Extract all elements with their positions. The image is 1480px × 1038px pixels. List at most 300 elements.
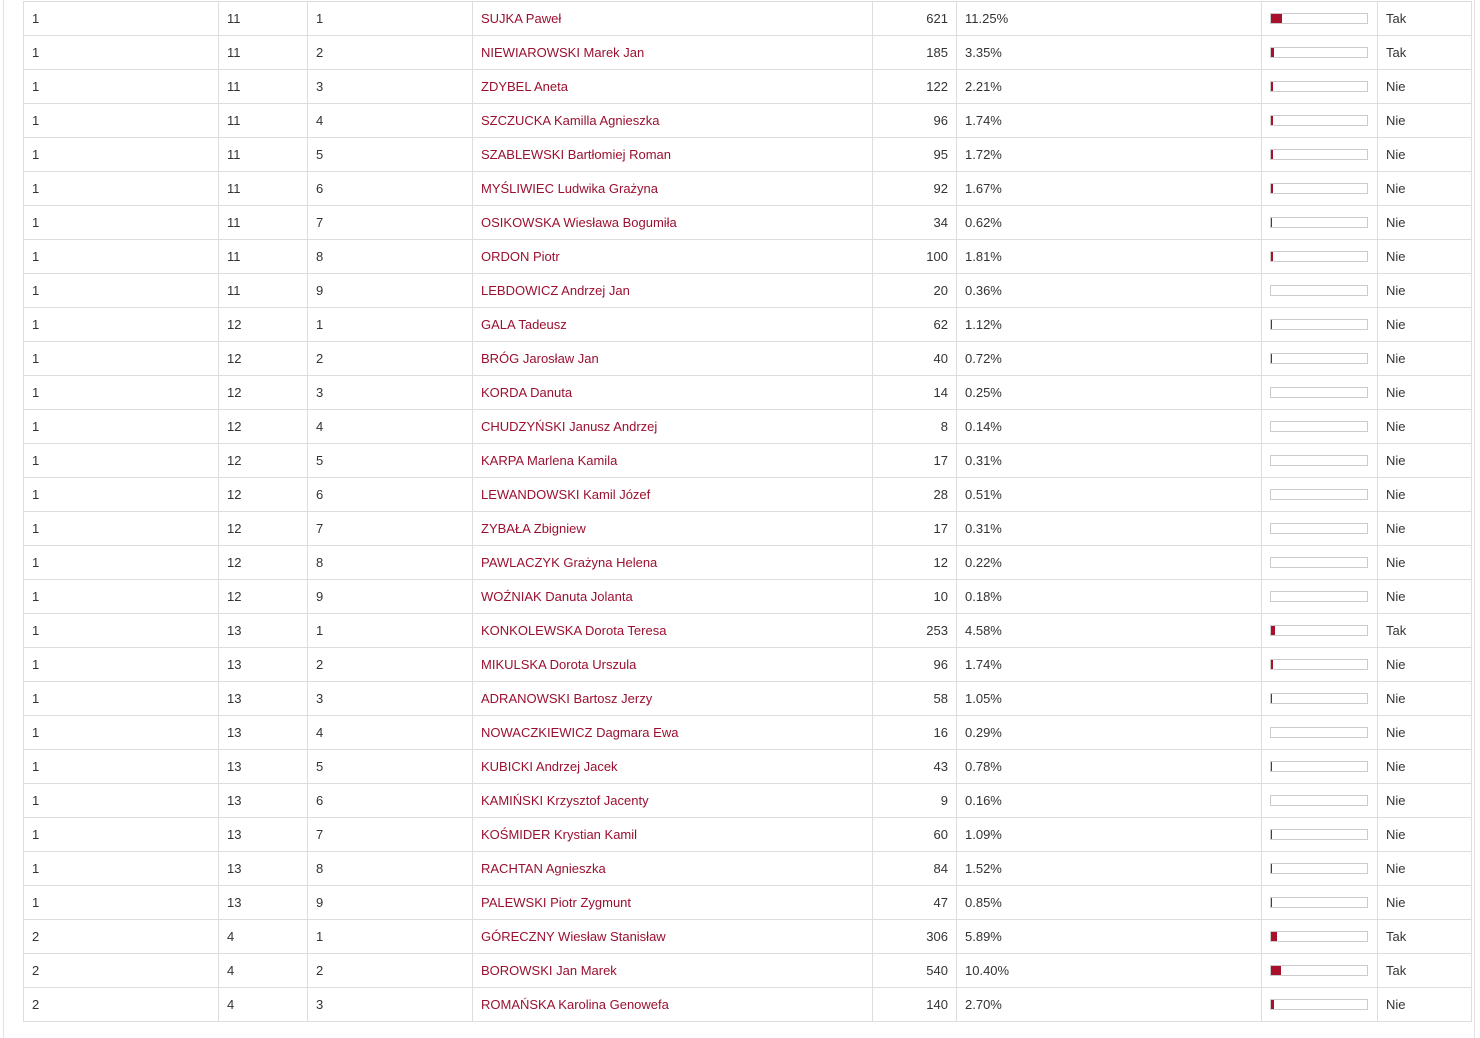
elected-cell: Nie — [1378, 308, 1472, 342]
list-number-cell: 1 — [24, 716, 219, 750]
district-cell: 13 — [219, 648, 308, 682]
candidate-link[interactable]: OSIKOWSKA Wiesława Bogumiła — [481, 215, 677, 230]
table-row — [24, 988, 1472, 1022]
position-cell: 4 — [308, 716, 473, 750]
candidate-name-cell — [473, 36, 873, 70]
list-number-cell: 1 — [24, 444, 219, 478]
share-bar-cell — [1262, 716, 1378, 750]
elected-cell: Nie — [1378, 410, 1472, 444]
candidate-link[interactable]: KARPA Marlena Kamila — [481, 453, 618, 468]
list-number-cell: 1 — [24, 206, 219, 240]
share-bar-cell — [1262, 580, 1378, 614]
share-bar-cell — [1262, 138, 1378, 172]
candidate-link[interactable]: ADRANOWSKI Bartosz Jerzy — [481, 691, 653, 706]
candidate-name-cell — [473, 2, 873, 36]
share-bar-cell — [1262, 852, 1378, 886]
district-cell: 13 — [219, 750, 308, 784]
percent-cell: 0.51% — [957, 478, 1262, 512]
share-bar-cell — [1262, 240, 1378, 274]
position-cell: 5 — [308, 750, 473, 784]
table-row — [24, 580, 1472, 614]
position-cell: 4 — [308, 104, 473, 138]
position-cell: 3 — [308, 376, 473, 410]
share-bar — [1270, 115, 1368, 126]
share-bar — [1270, 217, 1368, 228]
votes-cell: 16 — [873, 716, 957, 750]
percent-cell: 0.25% — [957, 376, 1262, 410]
district-cell: 11 — [219, 274, 308, 308]
list-number-cell: 1 — [24, 546, 219, 580]
share-bar — [1270, 727, 1368, 738]
district-cell: 13 — [219, 716, 308, 750]
votes-cell: 140 — [873, 988, 957, 1022]
share-bar — [1270, 13, 1368, 24]
share-bar-cell — [1262, 410, 1378, 444]
candidate-link[interactable]: SZABLEWSKI Bartłomiej Roman — [481, 147, 672, 162]
share-bar — [1270, 659, 1368, 670]
list-number-cell: 1 — [24, 274, 219, 308]
district-cell: 11 — [219, 36, 308, 70]
position-cell: 6 — [308, 784, 473, 818]
district-cell: 12 — [219, 342, 308, 376]
list-number-cell: 1 — [24, 478, 219, 512]
left-border — [3, 0, 4, 1038]
elected-cell: Nie — [1378, 852, 1472, 886]
candidate-name-cell — [473, 410, 873, 444]
votes-cell: 185 — [873, 36, 957, 70]
percent-cell: 0.14% — [957, 410, 1262, 444]
table-row — [24, 206, 1472, 240]
candidate-link[interactable]: RACHTAN Agnieszka — [481, 861, 606, 876]
votes-cell: 8 — [873, 410, 957, 444]
position-cell: 9 — [308, 580, 473, 614]
candidate-link[interactable]: MYŚLIWIEC Ludwika Grażyna — [481, 181, 659, 196]
share-bar — [1270, 693, 1368, 704]
position-cell: 6 — [308, 478, 473, 512]
elected-cell: Nie — [1378, 70, 1472, 104]
table-row — [24, 784, 1472, 818]
votes-cell: 12 — [873, 546, 957, 580]
votes-cell: 84 — [873, 852, 957, 886]
share-bar-fill — [1271, 932, 1277, 941]
position-cell: 8 — [308, 546, 473, 580]
table-row — [24, 886, 1472, 920]
list-number-cell: 1 — [24, 852, 219, 886]
candidate-link[interactable]: KOŚMIDER Krystian Kamil — [481, 827, 638, 842]
position-cell: 8 — [308, 852, 473, 886]
votes-cell: 28 — [873, 478, 957, 512]
candidate-name-cell — [473, 716, 873, 750]
position-cell: 3 — [308, 70, 473, 104]
table-row — [24, 70, 1472, 104]
elected-cell: Nie — [1378, 546, 1472, 580]
position-cell: 3 — [308, 682, 473, 716]
list-number-cell: 1 — [24, 104, 219, 138]
share-bar — [1270, 591, 1368, 602]
list-number-cell: 1 — [24, 172, 219, 206]
share-bar — [1270, 251, 1368, 262]
votes-cell: 306 — [873, 920, 957, 954]
district-cell: 11 — [219, 206, 308, 240]
list-number-cell: 1 — [24, 648, 219, 682]
table-row — [24, 546, 1472, 580]
share-bar-cell — [1262, 512, 1378, 546]
percent-cell: 10.40% — [957, 954, 1262, 988]
district-cell: 11 — [219, 138, 308, 172]
share-bar-fill — [1271, 116, 1273, 125]
district-cell: 13 — [219, 852, 308, 886]
position-cell: 4 — [308, 410, 473, 444]
votes-cell: 17 — [873, 444, 957, 478]
table-row — [24, 852, 1472, 886]
percent-cell: 0.62% — [957, 206, 1262, 240]
percent-cell: 1.81% — [957, 240, 1262, 274]
elected-cell: Nie — [1378, 682, 1472, 716]
share-bar-cell — [1262, 376, 1378, 410]
position-cell: 9 — [308, 274, 473, 308]
share-bar-cell — [1262, 104, 1378, 138]
candidate-link[interactable]: ORDON Piotr — [481, 249, 560, 264]
table-row — [24, 36, 1472, 70]
candidate-link[interactable]: PAWLACZYK Grażyna Helena — [481, 555, 658, 570]
candidate-link[interactable]: KUBICKI Andrzej Jacek — [481, 759, 618, 774]
district-cell: 11 — [219, 70, 308, 104]
share-bar — [1270, 489, 1368, 500]
district-cell: 13 — [219, 886, 308, 920]
share-bar-cell — [1262, 988, 1378, 1022]
elected-cell: Nie — [1378, 886, 1472, 920]
share-bar-cell — [1262, 920, 1378, 954]
candidate-link[interactable]: ROMAŃSKA Karolina Genowefa — [481, 997, 669, 1012]
share-bar-fill — [1271, 626, 1275, 635]
list-number-cell: 1 — [24, 308, 219, 342]
share-bar-cell — [1262, 954, 1378, 988]
candidate-name-cell — [473, 682, 873, 716]
percent-cell: 1.52% — [957, 852, 1262, 886]
list-number-cell: 1 — [24, 886, 219, 920]
position-cell: 8 — [308, 240, 473, 274]
share-bar — [1270, 999, 1368, 1010]
district-cell: 12 — [219, 546, 308, 580]
votes-cell: 9 — [873, 784, 957, 818]
share-bar-cell — [1262, 614, 1378, 648]
candidate-name-cell — [473, 172, 873, 206]
votes-cell: 62 — [873, 308, 957, 342]
share-bar-cell — [1262, 546, 1378, 580]
share-bar-fill — [1271, 218, 1272, 227]
table-row — [24, 716, 1472, 750]
district-cell: 12 — [219, 580, 308, 614]
list-number-cell: 1 — [24, 70, 219, 104]
votes-cell: 34 — [873, 206, 957, 240]
candidate-link[interactable]: LEWANDOWSKI Kamil Józef — [481, 487, 651, 502]
candidate-name-cell — [473, 512, 873, 546]
candidate-name-cell — [473, 954, 873, 988]
candidate-name-cell — [473, 852, 873, 886]
table-row — [24, 2, 1472, 36]
position-cell: 1 — [308, 308, 473, 342]
table-row — [24, 920, 1472, 954]
share-bar-cell — [1262, 478, 1378, 512]
candidate-link[interactable]: CHUDZYŃSKI Janusz Andrzej — [481, 419, 658, 434]
candidate-name-cell — [473, 104, 873, 138]
candidate-name-cell — [473, 580, 873, 614]
share-bar-cell — [1262, 818, 1378, 852]
candidate-name-cell — [473, 274, 873, 308]
share-bar-fill — [1271, 864, 1272, 873]
elected-cell: Nie — [1378, 376, 1472, 410]
candidate-link[interactable]: ZYBAŁA Zbigniew — [481, 521, 586, 536]
position-cell: 5 — [308, 138, 473, 172]
candidate-name-cell — [473, 138, 873, 172]
candidate-link[interactable]: PALEWSKI Piotr Zygmunt — [481, 895, 632, 910]
percent-cell: 1.74% — [957, 648, 1262, 682]
share-bar-cell — [1262, 682, 1378, 716]
share-bar — [1270, 319, 1368, 330]
candidate-name-cell — [473, 70, 873, 104]
percent-cell: 1.74% — [957, 104, 1262, 138]
share-bar — [1270, 557, 1368, 568]
share-bar — [1270, 761, 1368, 772]
share-bar-fill — [1271, 82, 1273, 91]
elected-cell: Nie — [1378, 478, 1472, 512]
elected-cell: Tak — [1378, 614, 1472, 648]
elected-cell: Nie — [1378, 512, 1472, 546]
candidate-link[interactable]: BOROWSKI Jan Marek — [481, 963, 617, 978]
elected-cell: Nie — [1378, 988, 1472, 1022]
candidate-name-cell — [473, 818, 873, 852]
position-cell: 7 — [308, 512, 473, 546]
list-number-cell: 1 — [24, 36, 219, 70]
share-bar-cell — [1262, 2, 1378, 36]
votes-cell: 47 — [873, 886, 957, 920]
table-row — [24, 750, 1472, 784]
list-number-cell: 1 — [24, 240, 219, 274]
position-cell: 1 — [308, 920, 473, 954]
share-bar — [1270, 387, 1368, 398]
percent-cell: 1.05% — [957, 682, 1262, 716]
elected-cell: Nie — [1378, 648, 1472, 682]
candidate-link[interactable]: KORDA Danuta — [481, 385, 573, 400]
percent-cell: 1.72% — [957, 138, 1262, 172]
elected-cell: Nie — [1378, 104, 1472, 138]
percent-cell: 0.31% — [957, 512, 1262, 546]
share-bar-cell — [1262, 784, 1378, 818]
share-bar-fill — [1271, 660, 1273, 669]
percent-cell: 3.35% — [957, 36, 1262, 70]
share-bar-cell — [1262, 70, 1378, 104]
share-bar — [1270, 455, 1368, 466]
table-row — [24, 444, 1472, 478]
share-bar — [1270, 965, 1368, 976]
percent-cell: 0.36% — [957, 274, 1262, 308]
district-cell: 13 — [219, 784, 308, 818]
percent-cell: 0.29% — [957, 716, 1262, 750]
table-row — [24, 308, 1472, 342]
candidate-link[interactable]: GÓRECZNY Wiesław Stanisław — [481, 929, 666, 944]
table-row — [24, 512, 1472, 546]
elected-cell: Nie — [1378, 750, 1472, 784]
votes-cell: 95 — [873, 138, 957, 172]
candidate-name-cell — [473, 546, 873, 580]
share-bar — [1270, 523, 1368, 534]
candidate-link[interactable]: KAMIŃSKI Krzysztof Jacenty — [481, 793, 649, 808]
results-table-body — [24, 2, 1472, 1022]
candidate-link[interactable]: BRÓG Jarosław Jan — [481, 351, 599, 366]
share-bar-fill — [1271, 1000, 1274, 1009]
position-cell: 2 — [308, 954, 473, 988]
candidate-link[interactable]: GALA Tadeusz — [481, 317, 567, 332]
candidate-link[interactable]: NIEWIAROWSKI Marek Jan — [481, 45, 645, 60]
table-row — [24, 376, 1472, 410]
candidate-name-cell — [473, 478, 873, 512]
table-row — [24, 818, 1472, 852]
district-cell: 12 — [219, 512, 308, 546]
district-cell: 11 — [219, 104, 308, 138]
list-number-cell: 1 — [24, 512, 219, 546]
votes-cell: 20 — [873, 274, 957, 308]
votes-cell: 96 — [873, 648, 957, 682]
list-number-cell: 1 — [24, 342, 219, 376]
votes-cell: 122 — [873, 70, 957, 104]
candidate-name-cell — [473, 240, 873, 274]
position-cell: 7 — [308, 206, 473, 240]
votes-cell: 92 — [873, 172, 957, 206]
position-cell: 1 — [308, 614, 473, 648]
list-number-cell: 1 — [24, 784, 219, 818]
candidate-name-cell — [473, 376, 873, 410]
elected-cell: Nie — [1378, 784, 1472, 818]
share-bar — [1270, 897, 1368, 908]
votes-cell: 96 — [873, 104, 957, 138]
share-bar — [1270, 795, 1368, 806]
share-bar-fill — [1271, 354, 1272, 363]
percent-cell: 5.89% — [957, 920, 1262, 954]
position-cell: 2 — [308, 36, 473, 70]
list-number-cell: 1 — [24, 410, 219, 444]
candidate-link[interactable]: SZCZUCKA Kamilla Agnieszka — [481, 113, 660, 128]
district-cell: 13 — [219, 682, 308, 716]
percent-cell: 1.67% — [957, 172, 1262, 206]
share-bar-cell — [1262, 342, 1378, 376]
district-cell: 13 — [219, 818, 308, 852]
table-row — [24, 682, 1472, 716]
share-bar — [1270, 285, 1368, 296]
share-bar — [1270, 353, 1368, 364]
district-cell: 12 — [219, 308, 308, 342]
district-cell: 11 — [219, 2, 308, 36]
candidate-name-cell — [473, 750, 873, 784]
votes-cell: 253 — [873, 614, 957, 648]
percent-cell: 1.12% — [957, 308, 1262, 342]
share-bar-cell — [1262, 206, 1378, 240]
share-bar — [1270, 149, 1368, 160]
share-bar-fill — [1271, 898, 1272, 907]
percent-cell: 0.22% — [957, 546, 1262, 580]
table-row — [24, 172, 1472, 206]
table-row — [24, 138, 1472, 172]
share-bar-fill — [1271, 14, 1282, 23]
list-number-cell: 1 — [24, 138, 219, 172]
table-row — [24, 342, 1472, 376]
list-number-cell: 2 — [24, 920, 219, 954]
share-bar-fill — [1271, 48, 1274, 57]
share-bar-cell — [1262, 308, 1378, 342]
candidate-link[interactable]: NOWACZKIEWICZ Dagmara Ewa — [481, 725, 679, 740]
percent-cell: 0.72% — [957, 342, 1262, 376]
votes-cell: 40 — [873, 342, 957, 376]
district-cell: 11 — [219, 172, 308, 206]
results-table — [23, 1, 1472, 1022]
candidate-link[interactable]: LEBDOWICZ Andrzej Jan — [481, 283, 630, 298]
candidate-link[interactable]: WOŹNIAK Danuta Jolanta — [481, 589, 633, 604]
district-cell: 4 — [219, 920, 308, 954]
candidate-link[interactable]: SUJKA Paweł — [481, 11, 562, 26]
percent-cell: 4.58% — [957, 614, 1262, 648]
candidate-name-cell — [473, 988, 873, 1022]
candidate-link[interactable]: MIKULSKA Dorota Urszula — [481, 657, 637, 672]
share-bar — [1270, 421, 1368, 432]
district-cell: 4 — [219, 954, 308, 988]
list-number-cell: 2 — [24, 988, 219, 1022]
share-bar — [1270, 625, 1368, 636]
list-number-cell: 2 — [24, 954, 219, 988]
table-row — [24, 410, 1472, 444]
candidate-name-cell — [473, 342, 873, 376]
elected-cell: Nie — [1378, 274, 1472, 308]
district-cell: 12 — [219, 376, 308, 410]
right-border — [1474, 0, 1475, 1038]
percent-cell: 0.85% — [957, 886, 1262, 920]
votes-cell: 621 — [873, 2, 957, 36]
candidate-name-cell — [473, 648, 873, 682]
share-bar-fill — [1271, 252, 1273, 261]
candidate-name-cell — [473, 444, 873, 478]
list-number-cell: 1 — [24, 580, 219, 614]
percent-cell: 0.16% — [957, 784, 1262, 818]
position-cell: 9 — [308, 886, 473, 920]
share-bar-cell — [1262, 886, 1378, 920]
votes-cell: 58 — [873, 682, 957, 716]
table-row — [24, 104, 1472, 138]
candidate-link[interactable]: KONKOLEWSKA Dorota Teresa — [481, 623, 667, 638]
elected-cell: Nie — [1378, 444, 1472, 478]
table-row — [24, 478, 1472, 512]
position-cell: 7 — [308, 818, 473, 852]
elected-cell: Nie — [1378, 206, 1472, 240]
percent-cell: 1.09% — [957, 818, 1262, 852]
percent-cell: 11.25% — [957, 2, 1262, 36]
share-bar-fill — [1271, 150, 1273, 159]
candidate-name-cell — [473, 886, 873, 920]
votes-cell: 14 — [873, 376, 957, 410]
candidate-link[interactable]: ZDYBEL Aneta — [481, 79, 568, 94]
elected-cell: Nie — [1378, 716, 1472, 750]
list-number-cell: 1 — [24, 750, 219, 784]
position-cell: 5 — [308, 444, 473, 478]
share-bar-cell — [1262, 274, 1378, 308]
table-row — [24, 648, 1472, 682]
votes-cell: 17 — [873, 512, 957, 546]
elected-cell: Nie — [1378, 172, 1472, 206]
list-number-cell: 1 — [24, 818, 219, 852]
elected-cell: Nie — [1378, 818, 1472, 852]
votes-cell: 100 — [873, 240, 957, 274]
district-cell: 13 — [219, 614, 308, 648]
share-bar-fill — [1271, 320, 1272, 329]
votes-cell: 60 — [873, 818, 957, 852]
share-bar-fill — [1271, 966, 1281, 975]
